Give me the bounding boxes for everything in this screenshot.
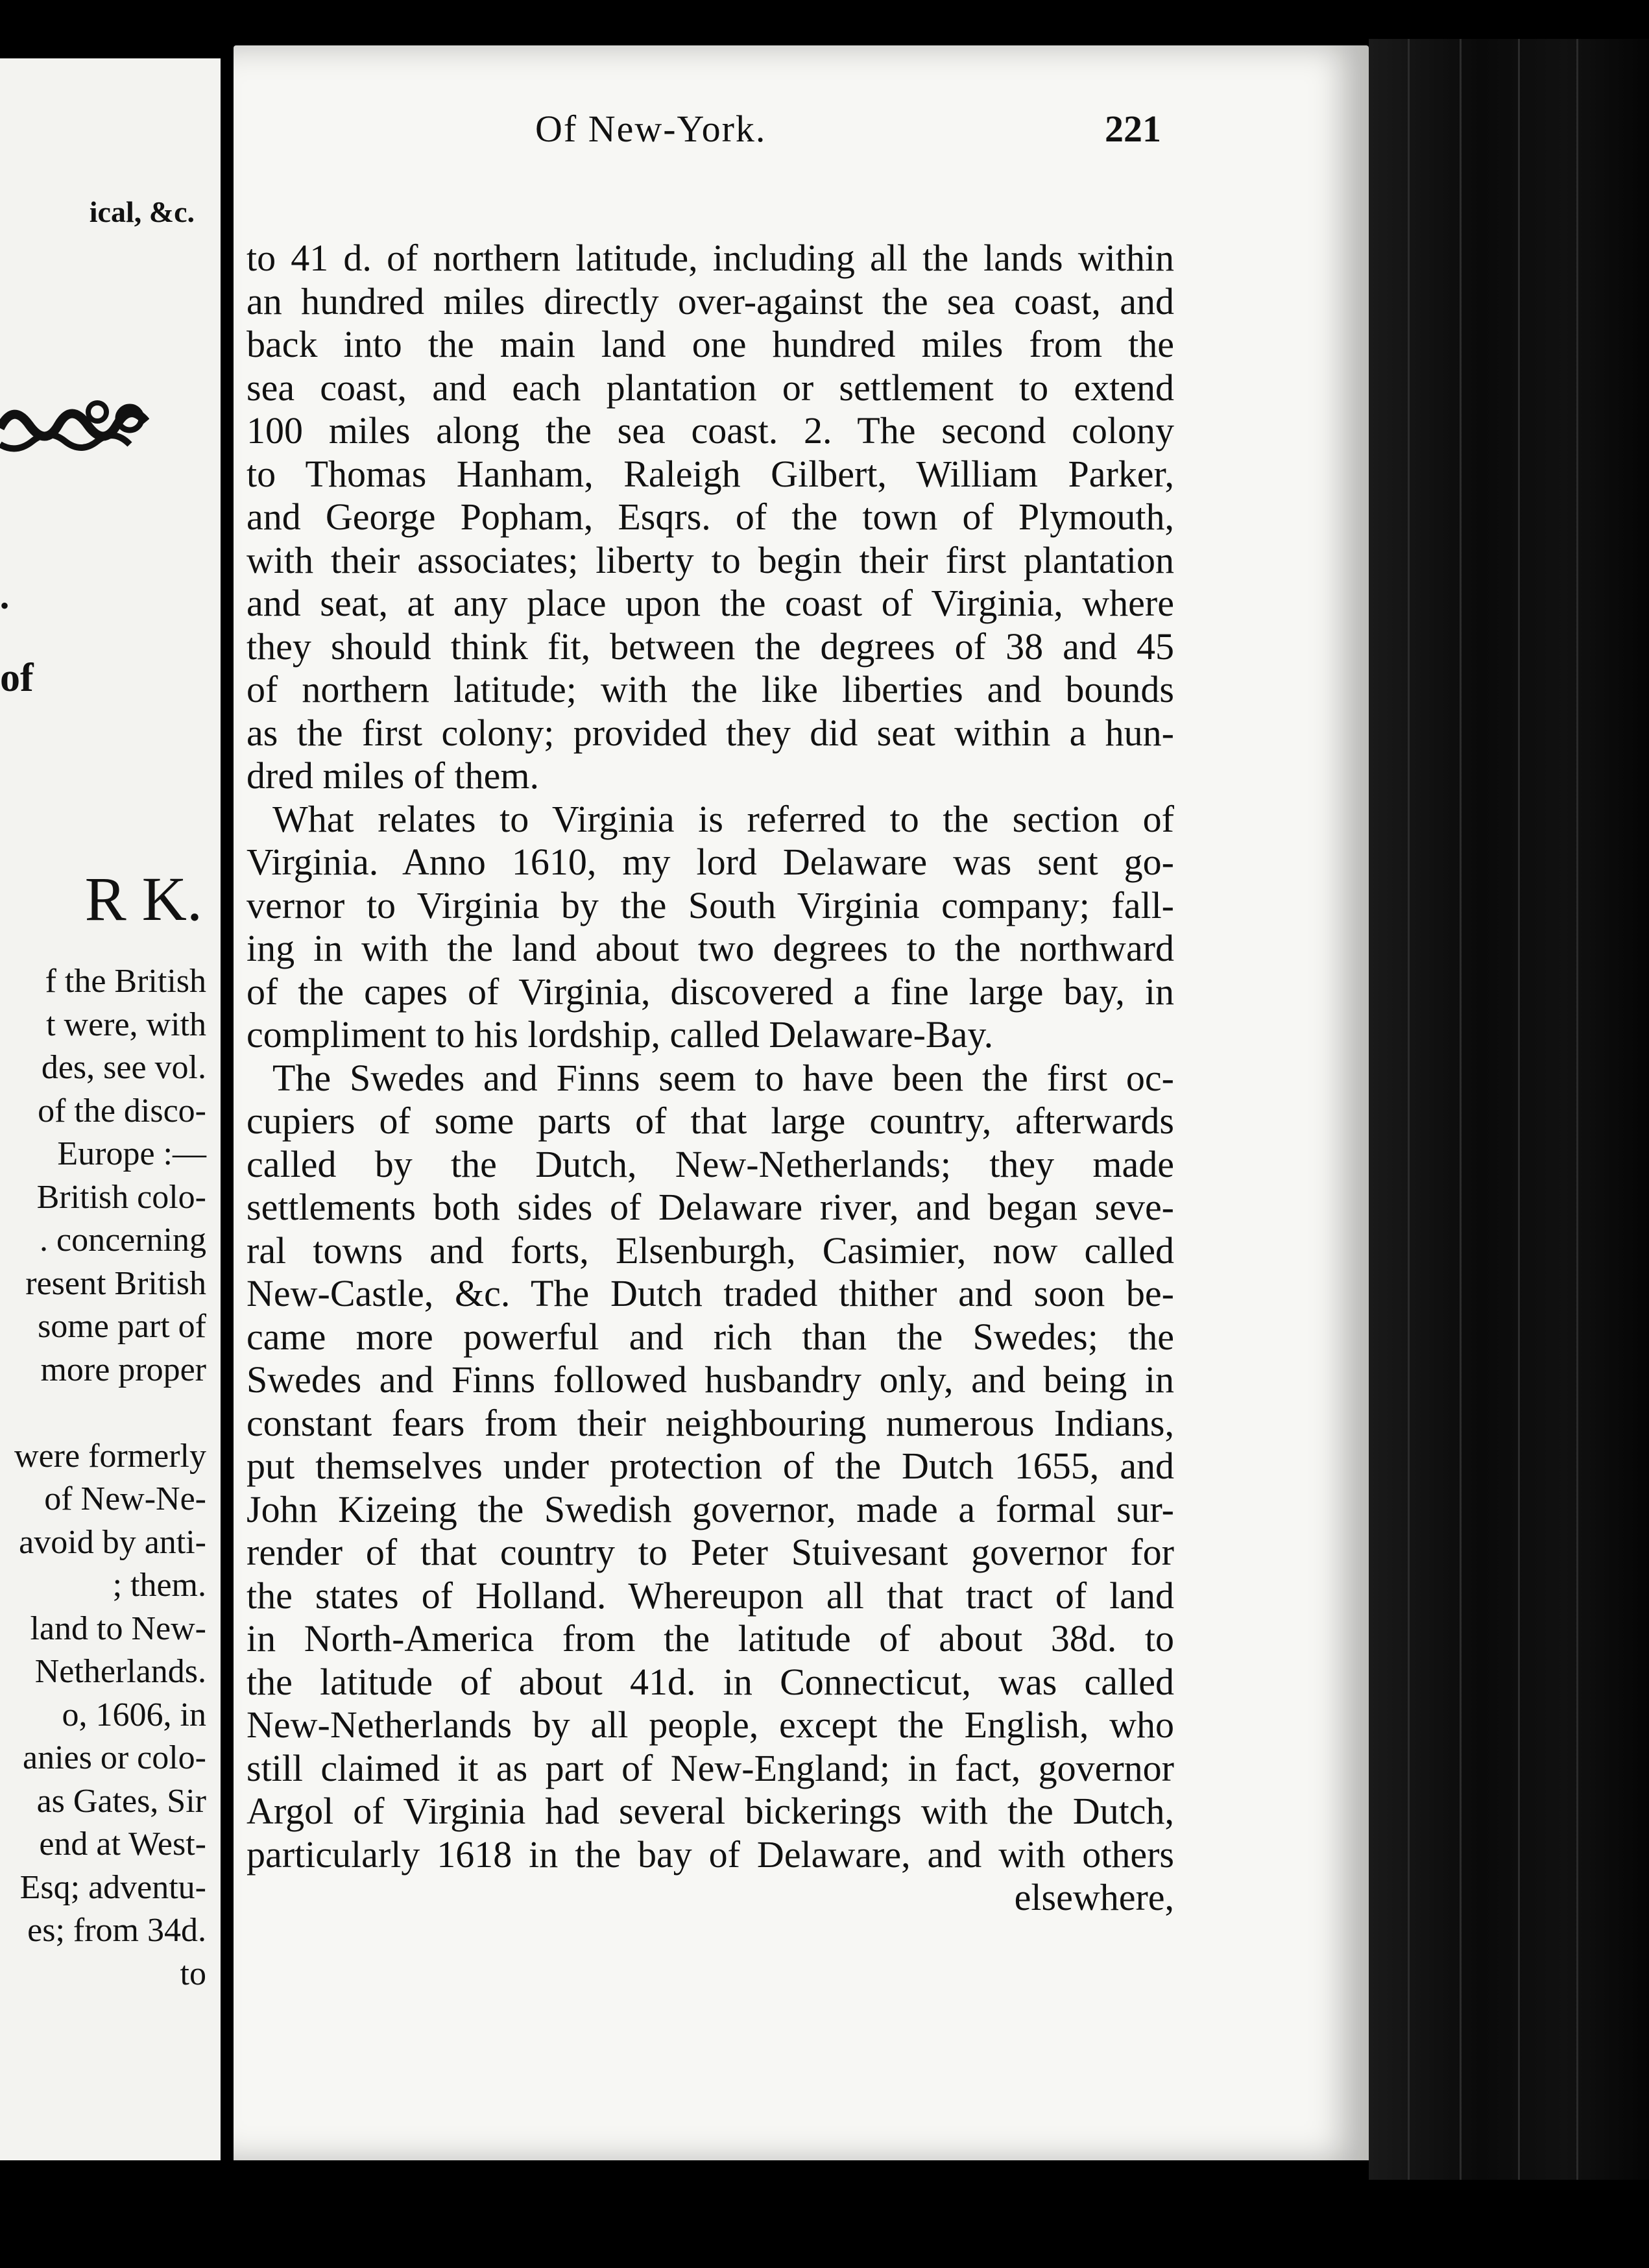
left-text-line: Esq; adventu- [19, 1868, 206, 1906]
left-text-line: Europe :— [57, 1135, 206, 1172]
text-line: back into the main land one hundred miles from the [247, 323, 1174, 365]
text-line: to Thomas Hanham, Raleigh Gilbert, William Parker, [247, 452, 1174, 495]
text-line: sea coast, and each plantation or settlement to extend [247, 366, 1174, 409]
text-line: came more powerful and rich than the Swedes; the [247, 1315, 1174, 1358]
text-line: of the capes of Virginia, discovered a fine large bay, in [247, 970, 1174, 1013]
page-number: 221 [1105, 108, 1161, 150]
page-header [305, 107, 1161, 159]
left-page-fragment [0, 58, 221, 2160]
text-line: ral towns and forts, Elsenburgh, Casimier, now called [247, 1229, 1174, 1272]
text-line: New-Netherlands by all people, except the English, who [247, 1704, 1174, 1746]
left-text-line: to [180, 1955, 206, 1992]
left-text-line: o, 1606, in [62, 1696, 206, 1733]
left-text-line: ; them. [112, 1567, 206, 1604]
left-text-line: some part of [38, 1308, 206, 1345]
running-head: Of New-York. [535, 108, 767, 150]
left-text-line: Netherlands. [34, 1653, 206, 1690]
text-line: to 41 d. of northern latitude, including all the lands within [247, 237, 1174, 279]
left-text-line: t were, with [46, 1006, 206, 1043]
text-line: still claimed it as part of New-England; in fact, governor [247, 1746, 1174, 1789]
text-line: Argol of Virginia had several bickerings with the Dutch, [247, 1790, 1174, 1832]
left-text-line: land to New- [30, 1610, 206, 1647]
left-text-line: resent British [25, 1264, 206, 1302]
left-text-line: avoid by anti- [19, 1523, 206, 1561]
text-line: constant fears from their neighbouring numerous Indians, [247, 1401, 1174, 1444]
text-line: and George Popham, Esqrs. of the town of Plymouth, [247, 496, 1174, 538]
text-line: John Kizeing the Swedish governor, made a formal sur- [247, 1488, 1174, 1530]
left-text-line: anies or colo- [22, 1739, 206, 1776]
left-text-line: were formerly [14, 1437, 206, 1475]
left-title-york: R K. [84, 864, 202, 934]
text-line: vernor to Virginia by the South Virginia company; fall- [247, 884, 1174, 926]
text-line: put themselves under protection of the Dutch 1655, and [247, 1445, 1174, 1487]
text-line: of northern latitude; with the like liberties and bounds [247, 668, 1174, 710]
left-text-line: des, see vol. [41, 1049, 206, 1086]
left-text-line: British colo- [36, 1178, 206, 1216]
text-line: particularly 1618 in the bay of Delaware, and with others [247, 1833, 1174, 1876]
left-text-line: as Gates, Sir [36, 1782, 206, 1820]
text-line: render of that country to Peter Stuivesant governor for [247, 1531, 1174, 1573]
left-text-line: f the British [45, 963, 206, 1000]
left-text-line: more proper [40, 1351, 206, 1388]
text-line: cupiers of some parts of that large country, afterwards [247, 1100, 1174, 1142]
left-running-head: ical, &c. [89, 195, 195, 228]
text-line: the states of Holland. Whereupon all that tract of land [247, 1574, 1174, 1617]
ornament-icon [0, 389, 149, 461]
page-body [234, 45, 1369, 2160]
text-line: What relates to Virginia is referred to the section of [272, 797, 1174, 840]
text-line: dred miles of them. [247, 754, 540, 797]
text-line: elsewhere, [1014, 1876, 1174, 1918]
text-line: Swedes and Finns followed husbandry only, and being in [247, 1358, 1174, 1401]
left-text-line: . concerning [39, 1222, 206, 1259]
left-text-line: of New-Ne- [44, 1480, 206, 1517]
text-line: as the first colony; provided they did seat within a hun- [247, 711, 1174, 754]
text-line: they should think fit, between the degrees of 38 and 45 [247, 625, 1174, 668]
text-line: and seat, at any place upon the coast of Virginia, where [247, 582, 1174, 624]
text-line: 100 miles along the sea coast. 2. The second colony [247, 409, 1174, 452]
text-line: The Swedes and Finns seem to have been the first oc- [272, 1056, 1174, 1099]
text-line: settlements both sides of Delaware river, and began seve- [247, 1186, 1174, 1228]
text-line: called by the Dutch, New-Netherlands; they made [247, 1142, 1174, 1185]
book-edge-shadow [1369, 39, 1649, 2180]
text-line: the latitude of about 41d. in Connecticut, was called [247, 1660, 1174, 1703]
text-line: Virginia. Anno 1610, my lord Delaware was sent go- [247, 841, 1174, 883]
left-text-line: of the disco- [38, 1092, 206, 1129]
left-dot: • [0, 591, 10, 620]
left-text-line: end at West- [39, 1826, 206, 1863]
text-line: New-Castle, &c. The Dutch traded thither and soon be- [247, 1272, 1174, 1314]
text-line: ing in with the land about two degrees to the northward [247, 927, 1174, 969]
book-page [234, 45, 1369, 2160]
text-line: in North-America from the latitude of about 38d. to [247, 1617, 1174, 1659]
text-line: an hundred miles directly over-against the sea coast, and [247, 280, 1174, 322]
left-title-of: of [0, 656, 34, 700]
left-text-line: es; from 34d. [27, 1912, 206, 1949]
text-line: compliment to his lordship, called Delaware-Bay. [247, 1013, 994, 1056]
text-line: with their associates; liberty to begin their first plantation [247, 538, 1174, 581]
